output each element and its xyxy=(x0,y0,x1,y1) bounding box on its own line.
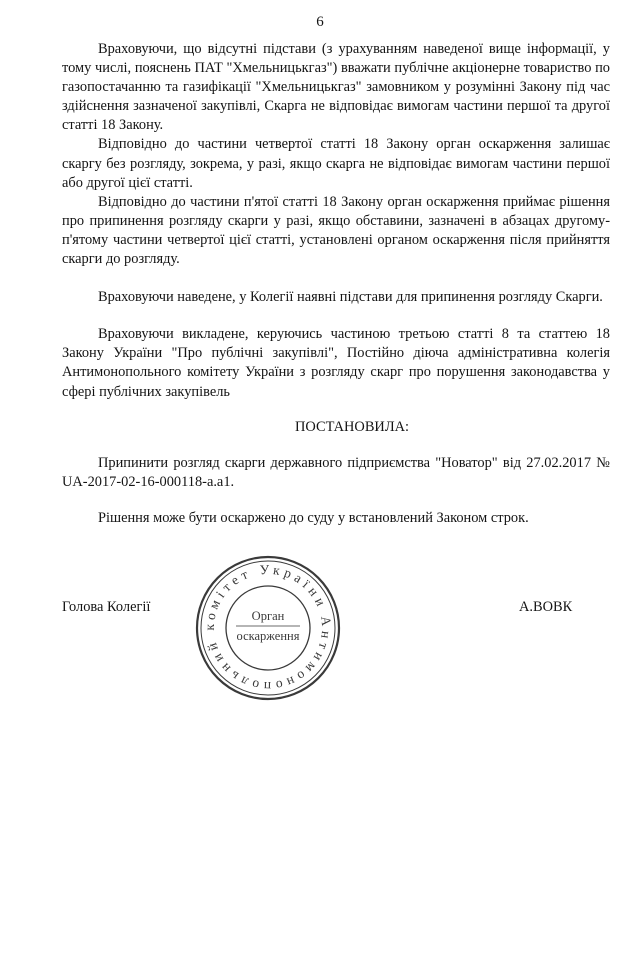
decision-heading: ПОСТАНОВИЛА: xyxy=(295,418,409,435)
stamp-inner-line-1: Орган xyxy=(251,609,285,623)
appeal-note: Рішення може бути оскаржено до суду у встановлений Законом строк. xyxy=(98,509,529,526)
page-number: 6 xyxy=(316,14,324,30)
paragraph-grounds: Враховуючи наведене, у Колегії наявні підстави для припинення розгляду Скарги. xyxy=(98,289,603,306)
signatory-name: А.ВОВК xyxy=(519,599,573,615)
stamp-inner-line-2: оскарження xyxy=(236,629,300,643)
document-body xyxy=(62,40,610,528)
paragraph-considering: Враховуючи викладене, керуючись частиною третьою статті 8 та статтею 18 Закону України "Про публічні закупівлі", Постійно діюча адміністративна колегія Антимонопольного комітету України з розгляду скарг про порушення законодавства у сфері публічних закупівель xyxy=(62,326,610,400)
paragraph-part-four: Відповідно до частини четвертої статті 18 Закону орган оскарження залишає скаргу без розгляду, зокрема, у разі, якщо скарга не відповідає вимогам частини першої або другої цієї статті. xyxy=(62,136,610,191)
official-stamp xyxy=(194,554,342,702)
paragraph-reasoning: Враховуючи, що відсутні підстави (з урахуванням наведеної вище інформації, у тому числі, пояснень ПАТ "Хмельницькгаз") вважати публічне акціонерне товариство по газопостачанню та газифікації "Хмельницькгаз" замовником у розумінні Закону під час здійснення зазначеної закупівлі, Скарга не відповідає вимогам частини першої та другої статті 18 Закону. xyxy=(62,41,610,134)
signatory-position: Голова Колегії xyxy=(62,599,151,615)
paragraph-part-five: Відповідно до частини п'ятої статті 18 Закону орган оскарження приймає рішення про припинення розгляду скарги у разі, якщо обставини, зазначені в абзацах другому-п'ятому частини четвертої цієї статті, установлені органом оскарження після прийняття скарги до розгляду. xyxy=(62,193,610,268)
resolution-text: Припинити розгляд скарги державного підприємства "Новатор" від 27.02.2017 № UA-2017-02-16-000118-a.a1. xyxy=(62,454,610,490)
stamp-outer-text: Антимонопольний комітет України xyxy=(201,561,335,695)
